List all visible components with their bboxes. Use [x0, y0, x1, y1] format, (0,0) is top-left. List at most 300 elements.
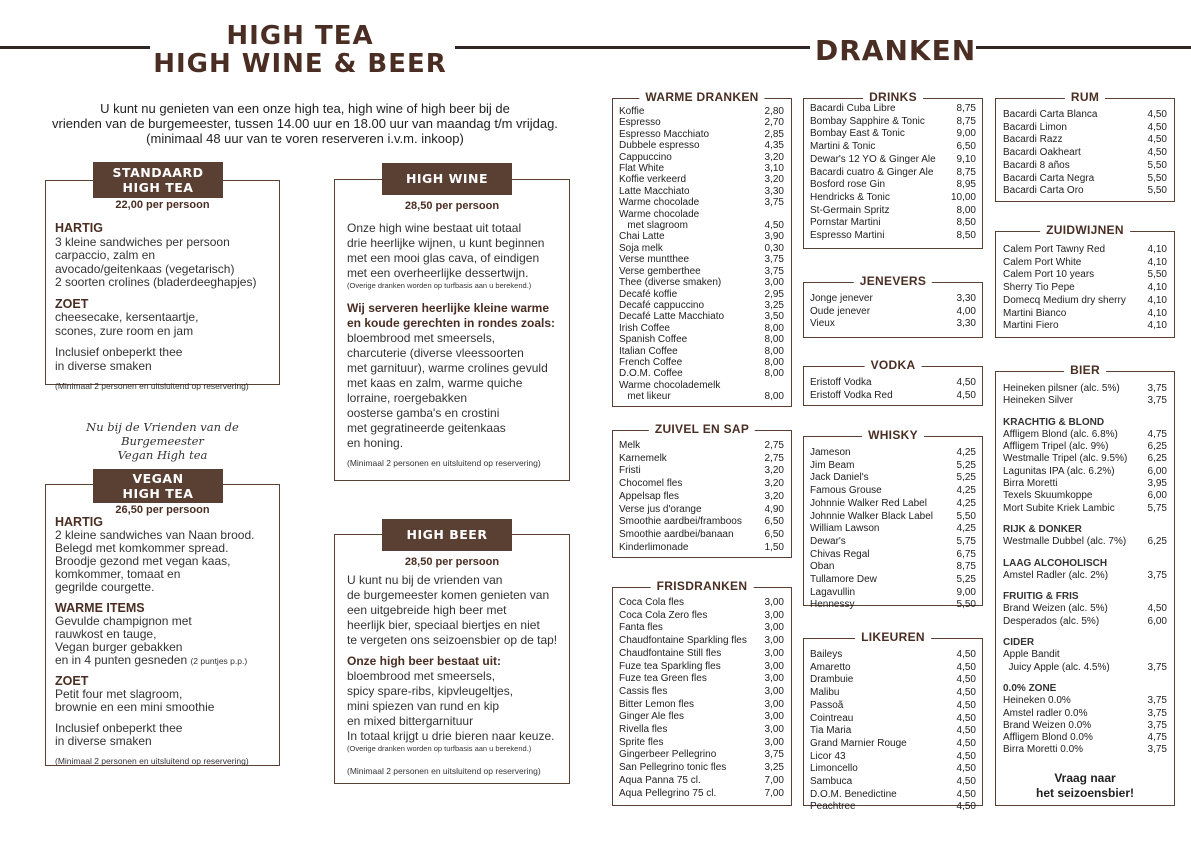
- box-title: WARME DRANKEN: [639, 90, 764, 104]
- menu-item-row: [619, 737, 784, 750]
- text-line: avocado/geitenkaas (vegetarisch): [55, 261, 235, 276]
- menu-item-price: 3,00: [764, 622, 784, 634]
- menu-item-row: [619, 277, 784, 288]
- menu-item-price: 4,50: [764, 220, 784, 232]
- box-title: VODKA: [865, 358, 922, 372]
- bier-group: [1003, 662, 1167, 674]
- box-title: ZUIVEL EN SAP: [649, 422, 755, 436]
- text-line: brownie en een mini smoothie: [55, 700, 215, 714]
- text-line: carpaccio, zalm en: [55, 248, 156, 262]
- menu-item-row: [810, 649, 976, 662]
- menu-item-price: 5,50: [1147, 172, 1167, 184]
- text-line: 2 soorten crolines (bladerdeeghapjes): [55, 275, 257, 289]
- text-line: in diverse smaken: [55, 734, 152, 748]
- bold-line: Wij serveren heerlijke kleine warme: [347, 301, 550, 315]
- text-line: met garnituur), warme crolines gevuld: [347, 361, 548, 375]
- menu-item-row: [810, 205, 976, 218]
- menu-item-name: Brand Weizen 0.0%: [1003, 719, 1092, 731]
- menu-item-name: Coca Cola fles: [619, 597, 685, 608]
- menu-item-name: Decafé Latte Macchiato: [619, 311, 725, 323]
- menu-item-price: 3,30: [956, 293, 976, 304]
- menu-item-price: 8,75: [956, 115, 976, 127]
- menu-item-name: Martini Fiero: [1003, 320, 1059, 332]
- menu-item-row: [1003, 269, 1167, 282]
- menu-item-name: Heineken Silver: [1003, 395, 1074, 407]
- menu-item-row: [1003, 185, 1167, 198]
- menu-item-row: [619, 724, 784, 737]
- menu-item-name: Bitter Lemon fles: [619, 698, 695, 710]
- menu-item-price: 8,00: [956, 204, 976, 216]
- menu-item-row: [810, 460, 976, 473]
- text-fragment: en in 4 punten gesneden: [55, 653, 188, 667]
- menu-item-price: 5,50: [1147, 185, 1167, 197]
- banner-line: VEGAN: [132, 471, 184, 486]
- menu-item-name: Passoã: [810, 699, 844, 711]
- menu-item-price: 3,10: [764, 163, 784, 175]
- menu-item-row: [619, 673, 784, 686]
- menu-item-row: [1003, 478, 1167, 490]
- menu-item-row: [619, 311, 784, 322]
- menu-item-name: Sambuca: [810, 776, 853, 788]
- menu-item-row: [1003, 320, 1167, 333]
- likeuren-list: [810, 649, 976, 814]
- text-line: een uitgebreide high beer met: [347, 603, 507, 617]
- vegan-content: [55, 516, 277, 766]
- bier-group: [1003, 383, 1167, 408]
- banner-line: HIGH TEA: [122, 180, 194, 195]
- menu-item-price: 4,75: [1147, 732, 1167, 744]
- menu-item-name: Hennessy: [810, 599, 855, 611]
- menu-item-price: 3,20: [764, 478, 784, 490]
- menu-item-row: [619, 597, 784, 610]
- menu-item-price: 8,75: [956, 561, 976, 573]
- menu-item-name: Fuze tea Sparkling fles: [619, 660, 721, 672]
- banner-line: STANDAARD: [112, 165, 204, 180]
- menu-item-price: 3,50: [764, 311, 784, 323]
- bold-line: en koude gerechten in rondes zoals:: [347, 316, 556, 330]
- menu-item-row: [619, 152, 784, 163]
- menu-item-name: Johnnie Walker Red Label: [810, 497, 927, 509]
- jenevers-list: [810, 293, 976, 331]
- menu-item-price: 3,75: [764, 254, 784, 266]
- menu-item-row: [619, 231, 784, 242]
- bier-group: [1003, 603, 1167, 628]
- menu-item-price: 6,00: [1147, 615, 1167, 627]
- menu-item-price: 4,50: [956, 687, 976, 699]
- menu-item-row: [810, 447, 976, 460]
- menu-item-name: Bacardi Carta Oro: [1003, 185, 1084, 197]
- bier-section-heading: CIDER: [1003, 637, 1035, 649]
- menu-item-price: 2,75: [764, 440, 784, 451]
- menu-item-name: Coca Cola Zero fles: [619, 609, 708, 621]
- menu-item-row: [810, 167, 976, 180]
- high-beer-price: 28,50 per persoon: [404, 556, 500, 568]
- menu-item-row: [1003, 282, 1167, 295]
- menu-item-price: 3,00: [764, 698, 784, 710]
- text-line: 2 kleine sandwiches van Naan brood.: [55, 528, 255, 542]
- menu-item-row: [810, 116, 976, 129]
- menu-item-name: Cointreau: [810, 712, 854, 724]
- menu-item-name: Decafé koffie: [619, 288, 678, 300]
- menu-item-price: 3,75: [1147, 661, 1167, 673]
- small-note: (Overige dranken worden op turfbasis aan u berekend.): [347, 744, 532, 753]
- menu-item-price: 4,50: [956, 801, 976, 813]
- menu-item-price: 3,95: [1147, 478, 1167, 490]
- menu-item-price: 4,50: [956, 750, 976, 762]
- menu-item-name: Calem Port 10 years: [1003, 269, 1095, 281]
- frisdranken-list: [619, 597, 784, 800]
- menu-item-price: 3,00: [764, 711, 784, 723]
- menu-item-name: Sprite fles: [619, 736, 664, 748]
- menu-item-name: Malibu: [810, 687, 840, 699]
- menu-item-price: 5,25: [956, 472, 976, 484]
- text-line: 3 kleine sandwiches per persoon: [55, 234, 230, 249]
- menu-item-row: [1003, 603, 1167, 615]
- menu-item-row: [810, 738, 976, 751]
- menu-item-row: [619, 117, 784, 128]
- menu-item-name: Desperados (alc. 5%): [1003, 615, 1100, 627]
- menu-item-price: 5,25: [956, 574, 976, 586]
- menu-item-row: [619, 529, 784, 542]
- menu-item-price: 6,50: [764, 516, 784, 528]
- menu-item-price: 4,50: [956, 661, 976, 673]
- section-heading: ZOET: [55, 296, 89, 311]
- menu-item-name: Italian Coffee: [619, 345, 678, 357]
- menu-item-name: St-Germain Spritz: [810, 204, 890, 216]
- menu-item-price: 3,75: [1147, 569, 1167, 581]
- menu-item-price: 4,50: [1147, 109, 1167, 120]
- menu-item-price: 3,00: [764, 736, 784, 748]
- menu-item-name: Affligem Blond (alc. 6.8%): [1003, 428, 1118, 440]
- menu-item-name: Martini & Tonic: [810, 141, 876, 153]
- text-line: heerlijk bier, speciaal biertjes en niet: [347, 618, 540, 632]
- menu-item-price: 9,00: [956, 586, 976, 598]
- menu-item-row: [1003, 173, 1167, 186]
- menu-item-row: [619, 368, 784, 379]
- menu-item-row: [619, 323, 784, 334]
- text-line: met een overheerlijke dessertwijn.: [347, 266, 529, 280]
- menu-item-price: 6,50: [956, 141, 976, 153]
- bier-list: [1003, 383, 1167, 757]
- menu-item-price: 4,50: [956, 649, 976, 660]
- menu-item-price: 4,90: [764, 503, 784, 515]
- menu-item-price: 3,20: [764, 151, 784, 163]
- menu-item-row: [810, 536, 976, 549]
- menu-item-name: Smoothie aardbei/framboos: [619, 516, 742, 528]
- menu-item-price: 5,50: [956, 599, 976, 611]
- menu-item-row: [619, 289, 784, 300]
- text-line: U kunt nu bij de vrienden van: [347, 573, 503, 587]
- text-line: mini spiezen van rund en kip: [347, 699, 500, 713]
- menu-item-row: [810, 128, 976, 141]
- menu-item-name: Johnnie Walker Black Label: [810, 510, 934, 522]
- menu-item-name: Birra Moretti: [1003, 478, 1058, 490]
- menu-item-row: [1003, 490, 1167, 502]
- menu-item-name: Dubbele espresso: [619, 140, 700, 152]
- box-title: FRISDRANKEN: [651, 579, 754, 593]
- menu-item-row: [1003, 308, 1167, 321]
- high-wine-price: 28,50 per persoon: [404, 200, 500, 212]
- menu-item-name: Amaretto: [810, 661, 851, 673]
- intro-line: U kunt nu genieten van een onze high tea, high wine of high beer bij de: [100, 101, 510, 116]
- menu-item-name: Bacardi Oakheart: [1003, 147, 1081, 159]
- menu-item-name: Ginger Ale fles: [619, 711, 685, 723]
- menu-item-price: 4,50: [956, 737, 976, 749]
- menu-item-price: 2,85: [764, 128, 784, 140]
- menu-item-price: 9,00: [956, 128, 976, 140]
- menu-item-price: 5,25: [956, 459, 976, 471]
- menu-item-row: [810, 485, 976, 498]
- menu-item-row: [810, 549, 976, 562]
- menu-item-price: 4,10: [1147, 256, 1167, 268]
- text-line: spicy spare-ribs, kipvleugeltjes,: [347, 684, 514, 698]
- menu-item-row: [810, 192, 976, 205]
- menu-item-name: Espresso Martini: [810, 230, 885, 242]
- menu-item-name: Sherry Tio Pepe: [1003, 282, 1075, 294]
- menu-item-price: 7,00: [764, 774, 784, 786]
- menu-item-price: 4,35: [764, 140, 784, 152]
- menu-item-price: 4,00: [956, 305, 976, 317]
- menu-item-name: Dewar's 12 YO & Ginger Ale: [810, 153, 936, 165]
- menu-item-name: Decafé cappuccino: [619, 299, 705, 311]
- menu-item-price: 4,25: [956, 447, 976, 458]
- menu-item-name: Espresso: [619, 117, 661, 129]
- menu-item-name: Gingerbeer Pellegrino: [619, 749, 717, 761]
- menu-item-name: Tia Maria: [810, 725, 852, 737]
- menu-item-price: 2,95: [764, 288, 784, 300]
- menu-item-row: [619, 478, 784, 491]
- text-line: oosterse gamba's en crostini: [347, 406, 500, 420]
- menu-item-row: [1003, 536, 1167, 548]
- menu-item-name: French Coffee: [619, 356, 683, 368]
- menu-item-price: 3,75: [764, 749, 784, 761]
- menu-item-name: Birra Moretti 0.0%: [1003, 744, 1084, 756]
- menu-item-row: [810, 776, 976, 789]
- text-line: en honing.: [347, 436, 404, 450]
- seizoensbier-callout: [1000, 771, 1170, 801]
- text-line: drie heerlijke wijnen, u kunt beginnen: [347, 236, 545, 250]
- menu-item-row: [810, 751, 976, 764]
- menu-item-price: 1,50: [764, 541, 784, 553]
- menu-item-name: Aqua Panna 75 cl.: [619, 774, 701, 786]
- menu-item-name: Hendricks & Tonic: [810, 191, 890, 203]
- menu-item-name: Chaudfontaine Sparkling fles: [619, 635, 747, 647]
- bier-group: [1003, 429, 1167, 515]
- menu-item-row: [1003, 122, 1167, 135]
- menu-item-row: [810, 574, 976, 587]
- banner-line: HIGH TEA: [122, 486, 194, 501]
- whisky-list: [810, 447, 976, 612]
- menu-item-price: 8,95: [956, 179, 976, 191]
- left-title-line2: HIGH WINE & BEER: [153, 49, 447, 79]
- menu-item-row: [1003, 160, 1167, 173]
- menu-item-row: [619, 749, 784, 762]
- menu-item-name: Smoothie aardbei/banaan: [619, 528, 734, 540]
- menu-item-row: [619, 440, 784, 453]
- menu-item-row: [619, 453, 784, 466]
- menu-item-price: 6,00: [1147, 465, 1167, 477]
- menu-item-name: D.O.M. Coffee: [619, 368, 683, 380]
- menu-item-row: [619, 254, 784, 265]
- menu-item-name: Latte Macchiato: [619, 185, 690, 197]
- menu-item-name: Westmalle Dubbel (alc. 7%): [1003, 536, 1127, 548]
- menu-item-price: 4,50: [1147, 121, 1167, 133]
- menu-item-row: [619, 106, 784, 117]
- menu-item-price: 3,20: [764, 174, 784, 186]
- menu-item-name: Eristoff Vodka: [810, 377, 872, 388]
- menu-item-price: 3,00: [764, 685, 784, 697]
- zuidwijnen-list: [1003, 244, 1167, 333]
- menu-item-price: 6,25: [1147, 453, 1167, 465]
- text-line: te vergeten ons seizoensbier op de tap!: [347, 633, 558, 647]
- bier-sub-label: Apple Bandit: [1003, 649, 1060, 661]
- menu-item-name: Baileys: [810, 649, 843, 660]
- menu-item-name: Brand Weizen (alc. 5%): [1003, 603, 1108, 615]
- menu-item-price: 6,25: [1147, 441, 1167, 453]
- menu-item-price: 3,75: [1147, 695, 1167, 707]
- menu-item-row: [810, 789, 976, 802]
- bier-group: [1003, 695, 1167, 756]
- menu-item-row: [810, 587, 976, 600]
- menu-item-name: D.O.M. Benedictine: [810, 788, 897, 800]
- menu-item-name: Bacardi Limon: [1003, 121, 1067, 133]
- menu-item-name: Lagunitas IPA (alc. 6.2%): [1003, 465, 1115, 477]
- divider-left-a: [0, 46, 150, 49]
- bier-section-heading: KRACHTIG & BLOND: [1003, 416, 1105, 428]
- text-line: rauwkost en tauge,: [55, 627, 157, 641]
- menu-item-name: Chaudfontaine Still fles: [619, 647, 722, 659]
- menu-item-row: [1003, 662, 1167, 674]
- text-line: Broodje gezond met vegan kaas,: [55, 554, 231, 568]
- menu-item-row: [1003, 295, 1167, 308]
- menu-item-row: [619, 197, 784, 208]
- menu-item-row: [1003, 453, 1167, 465]
- high-wine-content: [347, 221, 565, 468]
- menu-item-name: Verse muntthee: [619, 254, 690, 266]
- menu-item-price: 2,70: [764, 117, 784, 129]
- menu-item-name: Vieux: [810, 318, 835, 330]
- box-title: ZUIDWIJNEN: [1040, 223, 1130, 237]
- menu-item-price: 9,10: [956, 153, 976, 165]
- menu-item-name: Appelsap fles: [619, 490, 680, 502]
- box-title: BIER: [1064, 363, 1106, 377]
- callout-line: het seizoensbier!: [1035, 786, 1135, 800]
- text-line: charcuterie (diverse vleessoorten: [347, 346, 524, 360]
- bier-section-heading: RIJK & DONKER: [1003, 523, 1082, 535]
- menu-item-price: 4,50: [956, 788, 976, 800]
- menu-item-name: Domecq Medium dry sherry: [1003, 294, 1126, 306]
- menu-item-row: [619, 788, 784, 801]
- standaard-banner: [93, 162, 223, 198]
- menu-item-name: Drambuie: [810, 674, 854, 686]
- menu-item-price: 5,50: [1147, 269, 1167, 281]
- text-line: lorraine, roergebakken: [347, 391, 468, 405]
- text-line: bloembrood met smeersels,: [347, 331, 496, 345]
- menu-item-row: [619, 174, 784, 185]
- intro-line: vrienden van de burgemeester, tussen 14.00 uur en 18.00 uur van maandag t/m vrijdag.: [52, 116, 558, 131]
- menu-item-name: Fuze tea Green fles: [619, 673, 707, 685]
- menu-item-name: Karnemelk: [619, 452, 667, 464]
- menu-item-row: [810, 801, 976, 814]
- menu-item-row: [619, 635, 784, 648]
- text-line: Belegd met komkommer spread.: [55, 541, 229, 555]
- menu-item-price: 4,50: [956, 763, 976, 775]
- menu-item-row: [619, 129, 784, 140]
- menu-item-row: [619, 391, 784, 402]
- text-line: [55, 654, 277, 667]
- menu-item-row: [810, 674, 976, 687]
- menu-item-name: Westmalle Tripel (alc. 9.5%): [1003, 453, 1128, 465]
- menu-item-row: [1003, 732, 1167, 744]
- text-line: komkommer, tomaat en: [55, 567, 181, 581]
- menu-item-price: 8,75: [956, 103, 976, 114]
- menu-item-name: Fanta fles: [619, 622, 663, 634]
- menu-item-row: [810, 103, 976, 116]
- menu-item-name: Warme chocolade: [619, 197, 700, 209]
- menu-item-name: Bacardi Razz: [1003, 134, 1063, 146]
- menu-item-row: [619, 220, 784, 231]
- text-line: bloembrood met smeersels,: [347, 669, 496, 683]
- menu-item-row: [810, 377, 976, 390]
- menu-item-price: 3,00: [764, 635, 784, 647]
- menu-item-row: [810, 763, 976, 776]
- text-line: en mixed bittergarnituur: [347, 714, 474, 728]
- menu-item-price: 3,75: [764, 265, 784, 277]
- menu-item-name: Bombay Sapphire & Tonic: [810, 115, 925, 127]
- text-line: In totaal krijgt u drie bieren naar keuze.: [347, 729, 555, 743]
- bier-section-heading: FRUITIG & FRIS: [1003, 591, 1079, 603]
- menu-item-row: [619, 334, 784, 345]
- menu-item-row: [619, 711, 784, 724]
- menu-item-price: 2,80: [764, 106, 784, 117]
- menu-item-name: Eristoff Vodka Red: [810, 389, 893, 401]
- menu-item-name: Tullamore Dew: [810, 574, 877, 586]
- divider-left-b: [455, 46, 810, 49]
- menu-item-row: [810, 230, 976, 243]
- menu-item-row: [619, 346, 784, 357]
- menu-item-name: Calem Port Tawny Red: [1003, 244, 1106, 255]
- menu-item-name: Koffie: [619, 106, 645, 117]
- menu-item-row: [810, 472, 976, 485]
- bold-line: Onze high beer bestaat uit:: [347, 654, 502, 668]
- menu-item-name: Melk: [619, 440, 641, 451]
- script-line: Nu bij de Vrienden van de Burgemeester: [86, 420, 239, 448]
- menu-item-price: 3,75: [1147, 383, 1167, 394]
- menu-item-name: Koffie verkeerd: [619, 174, 687, 186]
- menu-item-row: [810, 511, 976, 524]
- menu-item-name: Heineken pilsner (alc. 5%): [1003, 383, 1120, 394]
- menu-item-row: [810, 217, 976, 230]
- menu-item-price: 4,10: [1147, 282, 1167, 294]
- menu-item-row: [1003, 383, 1167, 395]
- warme-dranken-list: [619, 106, 784, 403]
- menu-item-name: Affligem Blond 0.0%: [1003, 732, 1093, 744]
- section-heading: HARTIG: [55, 515, 103, 529]
- menu-item-name: Jack Daniel's: [810, 472, 869, 484]
- menu-item-row: [810, 141, 976, 154]
- menu-item-name: Pornstar Martini: [810, 217, 881, 229]
- text-line: Petit four met slagroom,: [55, 687, 183, 701]
- menu-item-row: [619, 163, 784, 174]
- note: (Minimaal 2 personen en uitsluitend op reservering): [347, 766, 541, 776]
- menu-item-price: 8,00: [764, 322, 784, 334]
- section-heading: HARTIG: [55, 221, 103, 235]
- menu-item-price: 5,50: [956, 510, 976, 522]
- menu-item-name: Jim Beam: [810, 459, 855, 471]
- text-line: met kaas en zalm, warme quiche: [347, 376, 523, 390]
- menu-item-price: 4,10: [1147, 320, 1167, 332]
- menu-item-price: 4,50: [1147, 603, 1167, 615]
